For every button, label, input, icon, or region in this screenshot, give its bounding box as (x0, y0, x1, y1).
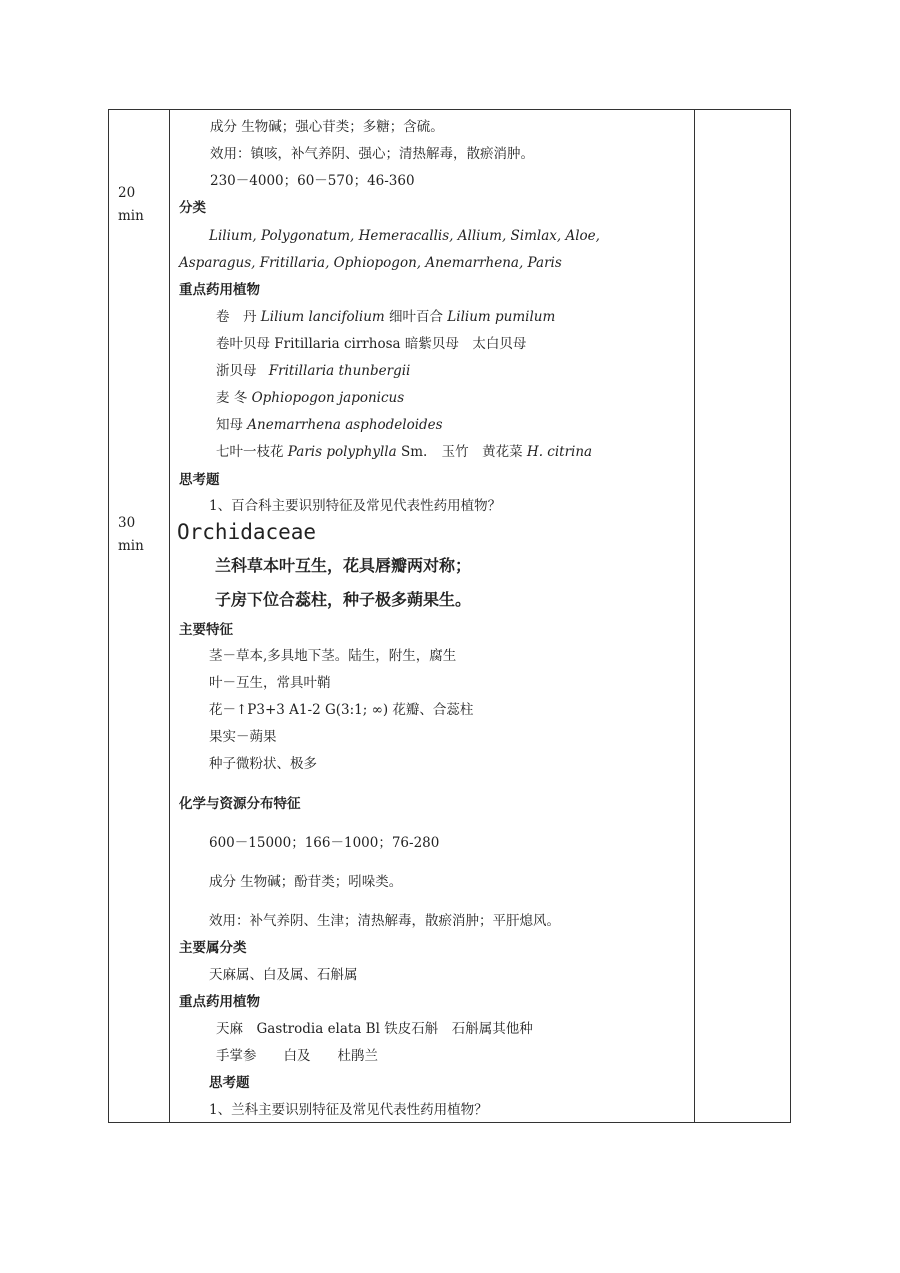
plant-cn-zhebeimu: 浙贝母 (216, 363, 257, 379)
lily-plant-row-3 (216, 362, 410, 380)
orchid-title: Orchidaceae (177, 520, 317, 544)
lily-classification-heading: 分类 (179, 200, 206, 216)
plant-cn-juandan: 卷 丹 (216, 309, 257, 325)
lily-key-plants-heading: 重点药用植物 (179, 282, 260, 298)
column-divider-time (169, 110, 170, 1122)
orchid-feature-fruit: 果实－蒴果 (209, 729, 277, 745)
time-label-20: 20 (118, 185, 136, 201)
lily-plant-row-5 (216, 416, 443, 434)
lily-plant-row-6 (216, 443, 592, 461)
orchid-feature-stem: 茎－草本,多具地下茎。陆生，附生，腐生 (209, 648, 457, 664)
column-divider-notes (694, 110, 695, 1122)
plant-sci-asphodeloides: Anemarrhena asphodeloides (247, 417, 443, 433)
plant-sci-polyphylla: Paris polyphylla (287, 444, 397, 460)
plant-sci-citrina: H. citrina (526, 444, 593, 460)
plant-sci-lancifolium: Lilium lancifolium (260, 309, 385, 325)
orchid-key-plants-row-2: 手掌参 白及 杜鹃兰 (216, 1048, 378, 1064)
time-label-30: 30 (118, 515, 136, 531)
lily-numbers: 230－4000；60－570；46-360 (210, 173, 415, 189)
orchid-summary-1: 兰科草本叶互生，花具唇瓣两对称； (215, 556, 472, 575)
plant-cn-yuzhu-huanghuacai: 玉竹 黄花菜 (441, 444, 523, 460)
lily-genera-line1: Lilium, Polygonatum, Hemeracallis, Allium, Simlax, Aloe, (209, 228, 600, 244)
orchid-genus-heading: 主要属分类 (179, 940, 247, 956)
orchid-numbers: 600－15000；166－1000；76-280 (209, 835, 440, 851)
orchid-thinking-heading: 思考题 (209, 1075, 250, 1091)
plant-sci-thunbergii: Fritillaria thunbergii (268, 363, 411, 379)
lily-plant-row-2: 卷叶贝母 Fritillaria cirrhosa 暗紫贝母 太白贝母 (216, 336, 527, 352)
orchid-key-plants-row-1: 天麻 Gastrodia elata Bl 铁皮石斛 石斛属其他种 (216, 1021, 533, 1037)
time-unit-20: min (118, 208, 144, 224)
plant-cn-zhimu: 知母 (216, 417, 243, 433)
orchid-chem-heading: 化学与资源分布特征 (179, 796, 301, 812)
orchid-features-heading: 主要特征 (179, 622, 233, 638)
orchid-thinking-question: 1、兰科主要识别特征及常见代表性药用植物？ (209, 1102, 488, 1118)
orchid-feature-leaf: 叶－互生，常具叶鞘 (209, 675, 331, 691)
lily-ingredients: 成分 生物碱；强心苷类；多糖；含硫。 (210, 119, 444, 135)
orchid-effects: 效用：补气养阴、生津；清热解毒，散瘀消肿；平肝熄风。 (209, 913, 560, 929)
orchid-feature-seed: 种子微粉状、极多 (209, 756, 317, 772)
plant-cn-xiye-baihe: 细叶百合 (389, 309, 443, 325)
orchid-feature-flower: 花－↑P3+3 A1-2 G(3:1; ∞) 花瓣、合蕊柱 (209, 702, 474, 718)
plant-author: Sm. (400, 444, 428, 460)
plant-cn-qiyeyizhihua: 七叶一枝花 (216, 444, 284, 460)
plant-cn-maidong: 麦 冬 (216, 390, 248, 406)
lily-plant-row-4 (216, 389, 404, 407)
plant-sci-pumilum: Lilium pumilum (447, 309, 556, 325)
orchid-ingredients: 成分 生物碱；酚苷类；吲哚类。 (209, 874, 403, 890)
orchid-genus-list: 天麻属、白及属、石斛属 (209, 967, 358, 983)
plant-sci-japonicus: Ophiopogon japonicus (251, 390, 405, 406)
orchid-key-plants-heading: 重点药用植物 (179, 994, 260, 1010)
lily-thinking-question: 1、百合科主要识别特征及常见代表性药用植物？ (209, 498, 502, 514)
time-unit-30: min (118, 538, 144, 554)
lily-genera-line2: Asparagus, Fritillaria, Ophiopogon, Anemarrhena, Paris (179, 255, 562, 271)
lily-plant-row-1 (216, 308, 555, 326)
orchid-summary-2: 子房下位合蕊柱，种子极多蒴果生。 (215, 590, 472, 609)
lily-thinking-heading: 思考题 (179, 472, 220, 488)
lily-effects: 效用：镇咳，补气养阴、强心；清热解毒，散瘀消肿。 (210, 146, 534, 162)
